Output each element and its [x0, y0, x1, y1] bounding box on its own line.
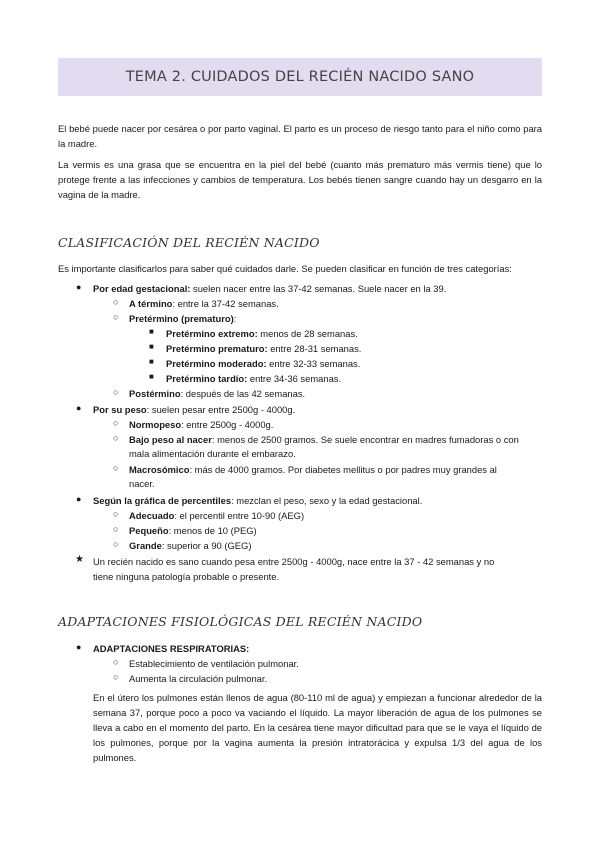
clasificacion-lead: Es importante clasificarlos para saber qué cuidados darle. Se pueden clasificar en función de tres categorías: — [58, 263, 512, 274]
list-item-edad: Por edad gestacional: suelen nacer entre las 37-42 semanas. Suele nacer en la 39. — [93, 283, 447, 294]
list-item-macrosomico: Macrosómico: más de 4000 gramos. Por diabetes mellitus o por padres muy grandes al — [129, 464, 497, 475]
bullet-circle: ○ — [113, 387, 119, 397]
bullet-square: ■ — [149, 327, 154, 336]
star-note: Un recién nacido es sano cuando pesa entre 2500g - 4000g, nace entre la 37 - 42 semanas y no — [93, 556, 495, 567]
bullet-disc: ● — [76, 282, 82, 292]
list-item-ventilacion: Establecimiento de ventilación pulmonar. — [129, 658, 299, 669]
bullet-disc: ● — [76, 403, 82, 413]
bullet-circle: ○ — [113, 672, 119, 682]
bullet-square: ■ — [149, 372, 154, 381]
list-item-moderado: Pretérmino moderado: entre 32-33 semanas. — [166, 358, 361, 369]
list-item-postermino: Postérmino: después de las 42 semanas. — [129, 388, 306, 399]
bullet-circle: ○ — [113, 463, 119, 473]
list-item-bajo-peso: Bajo peso al nacer: menos de 2500 gramos. Se suele encontrar en madres fumadoras o con — [129, 434, 519, 445]
bullet-circle: ○ — [113, 524, 119, 534]
list-item-macrosomico-cont: nacer. — [129, 478, 155, 489]
intro-paragraph-1: El bebé puede nacer por cesárea o por parto vaginal. El parto es un proceso de riesgo tanto para el niño como para la madre. — [58, 123, 542, 149]
bullet-circle: ○ — [113, 657, 119, 667]
bullet-circle: ○ — [113, 418, 119, 428]
bullet-circle: ○ — [113, 312, 119, 322]
list-item-a-termino: A término: entre la 37-42 semanas. — [129, 298, 279, 309]
list-item-circulacion: Aumenta la circulación pulmonar. — [129, 673, 268, 684]
bullet-disc: ● — [76, 642, 82, 652]
list-item-prematuro: Pretérmino prematuro: entre 28-31 semanas. — [166, 343, 362, 354]
star-icon: ★ — [75, 554, 84, 565]
list-item-tardio: Pretérmino tardío: entre 34-36 semanas. — [166, 373, 342, 384]
section-heading-clasificacion: CLASIFICACIÓN DEL RECIÉN NACIDO — [58, 235, 320, 250]
list-item-pequeno: Pequeño: menos de 10 (PEG) — [129, 525, 257, 536]
bullet-square: ■ — [149, 357, 154, 366]
bullet-disc: ● — [76, 494, 82, 504]
intro-paragraph-2: La vermis es una grasa que se encuentra en la piel del bebé (cuanto más prematuro más vermis tiene) que lo protege frente a las infecciones y cambios de temperatura. Los bebés tienen sangre cuando hay un desgarro en la vagina de la madre. — [58, 159, 542, 200]
bullet-circle: ○ — [113, 539, 119, 549]
page-title: TEMA 2. CUIDADOS DEL RECIÉN NACIDO SANO — [125, 69, 475, 85]
list-item-pretermino: Pretérmino (prematuro): — [129, 313, 237, 324]
bullet-circle: ○ — [113, 433, 119, 443]
bullet-circle: ○ — [113, 297, 119, 307]
list-item-bajo-peso-cont: mala alimentación durante el embarazo. — [129, 448, 296, 459]
list-item-respiratorias: ADAPTACIONES RESPIRATORIAS: — [93, 643, 250, 654]
respiratorias-paragraph: En el útero los pulmones están llenos de agua (80-110 ml de agua) y empiezan a funcionar alrededor de la semana 37, porque poco a poco va vaciando el líquido. La mayor liberación de agua de los pulmones se lleva a cabo en el momento del parto. En la cesárea tiene mayor dificultad para que se le vaya el líquido de los pulmones, porque por la vagina aumenta la presión intratorácica y expulsa 1/3 del agua de los pulmones. — [93, 692, 542, 763]
list-item-peso: Por su peso: suelen pesar entre 2500g - 4000g. — [93, 404, 296, 415]
list-item-percentiles: Según la gráfica de percentiles: mezclan el peso, sexo y la edad gestacional. — [93, 495, 423, 506]
list-item-adecuado: Adecuado: el percentil entre 10-90 (AEG) — [129, 510, 305, 521]
list-item-extremo: Pretérmino extremo: menos de 28 semanas. — [166, 328, 358, 339]
bullet-circle: ○ — [113, 509, 119, 519]
bullet-square: ■ — [149, 342, 154, 351]
list-item-normopeso: Normopeso: entre 2500g - 4000g. — [129, 419, 274, 430]
list-item-grande: Grande: superior a 90 (GEG) — [129, 540, 252, 551]
section-heading-adaptaciones: ADAPTACIONES FISIOLÓGICAS DEL RECIÉN NACIDO — [58, 614, 423, 629]
title-banner — [58, 58, 542, 96]
star-note-cont: tiene ninguna patología probable o presente. — [93, 571, 280, 582]
